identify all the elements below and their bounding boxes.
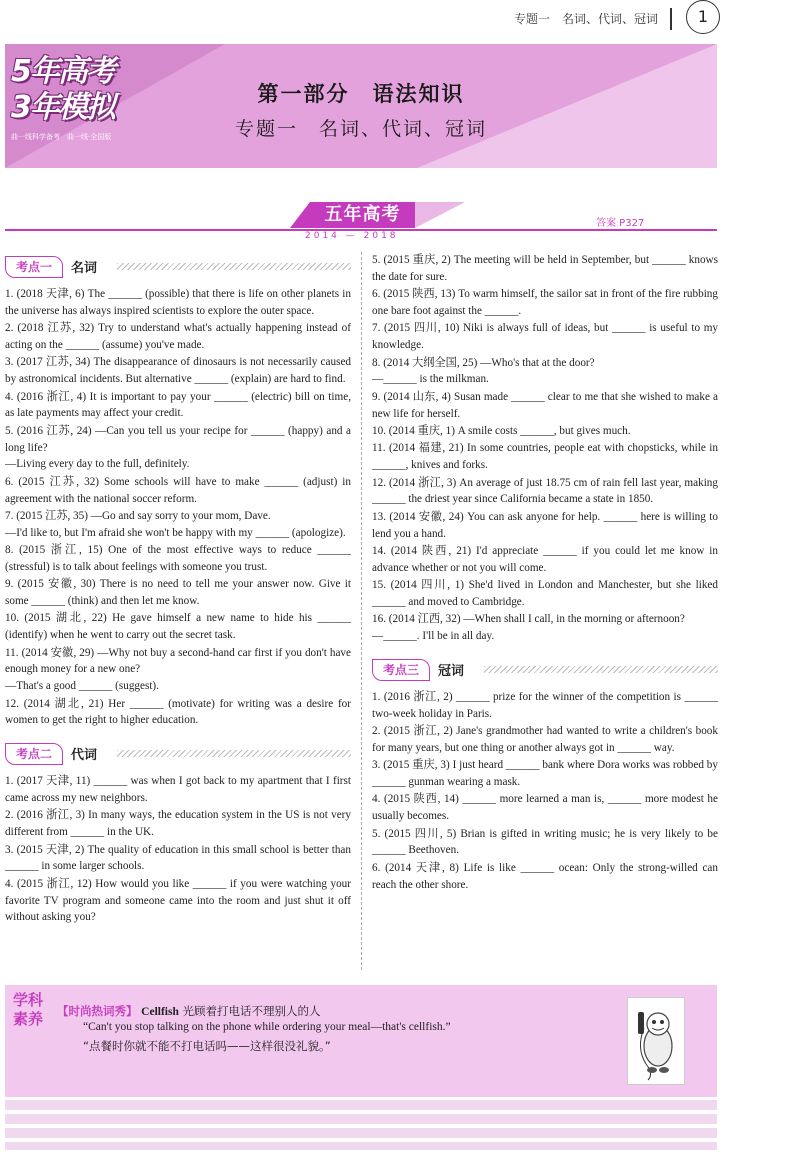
hot-word: Cellfish — [141, 1006, 179, 1018]
question: 16. (2014 江西, 32) —When shall I call, in the morning or afternoon? —______. I'll be in all day. — [372, 613, 685, 643]
left-column — [5, 252, 351, 927]
answer-reference: 答案 P327 — [596, 218, 645, 229]
question: 4. (2015 浙江, 12) How would you like ______ if you were watching your favorite TV program and someone came into the room and just shut it off without asking you? — [5, 877, 351, 924]
knowledge-point-header — [372, 659, 718, 681]
question: 1. (2016 浙江, 2) ______ prize for the winner of the competition is ______ two-week holiday in Paris. — [372, 690, 718, 720]
question: 4. (2016 浙江, 4) It is important to pay your ______ (electric) bill on time, as late payments may affect your credit. — [5, 390, 351, 420]
header-divider — [670, 8, 672, 30]
section-years: 2014 — 2018 — [305, 231, 399, 241]
question: 15. (2014 四川, 1) She'd lived in London and Manchester, but she liked ______ and moved to Cambridge. — [372, 579, 718, 608]
question: 6. (2015 陕西, 13) To warm himself, the sailor sat in front of the fire rubbing one bare foot against the ______. — [372, 288, 718, 317]
question: 2. (2015 浙江, 2) Jane's grandmother had wanted to write a children's book for many years, but one thing or another always got in ______ way. — [372, 725, 718, 754]
question-list — [5, 773, 351, 926]
question: 11. (2014 福建, 21) In some countries, people eat with chopsticks, while in ______, knives and forks. — [372, 442, 718, 472]
hot-word-heading — [57, 1003, 321, 1019]
footer-stripes — [5, 1100, 717, 1150]
question: 14. (2014 陕西, 21) I'd appreciate ______ if you could let me know in advance whether or not you will come. — [372, 544, 718, 574]
question: 2. (2018 江苏, 32) Try to understand what's actually happening instead of acting on the ______ (assume) you've made. — [5, 322, 351, 351]
hot-word-example-zh: “点餐时你就不能不打电话吗——这样很没礼貌。” — [83, 1039, 331, 1053]
question: 5. (2015 四川, 5) Brian is gifted in writing music; he is very likely to be ______ Beethoven. — [372, 827, 718, 857]
knowledge-point-name: 冠词 — [438, 663, 465, 679]
logo-line-2: 3年模拟 — [11, 90, 114, 125]
part-title: 第一部分 语法知识 — [257, 82, 465, 106]
question: 6. (2014 天津, 8) Life is like ______ ocean: Only the strong-willed can reach the other shore. — [372, 861, 718, 891]
knowledge-point-badge: 考点二 — [5, 743, 63, 765]
logo-subtitle: 曲一线科学备考 曲一线·全国版 — [11, 133, 112, 141]
question: 12. (2014 湖北, 21) Her ______ (motivate) for writing was a desire for women to get the right to higher education. — [5, 697, 351, 727]
chapter-banner — [5, 44, 717, 168]
question: 2. (2016 浙江, 3) In many ways, the education system in the US is not very different from ______ in the UK. — [5, 809, 351, 839]
question: 3. (2015 重庆, 3) I just heard ______ bank where Dora works was robbed by ______ gunman wearing a mask. — [372, 759, 718, 789]
question: 3. (2017 江苏, 34) The disappearance of dinosaurs is not necessarily caused by astronomical incidents. But alternative ______ (explain) are hard to find. — [5, 356, 351, 386]
phone-character-icon — [628, 998, 684, 1084]
question-list — [372, 689, 718, 894]
page-header — [0, 0, 790, 38]
question: 4. (2015 陕西, 14) ______ more learned a man is, ______ more modest he usually becomes. — [372, 793, 718, 823]
knowledge-point-name: 名词 — [71, 261, 98, 276]
topic-title: 专题一 名词、代词、冠词 — [234, 118, 487, 140]
right-column — [372, 252, 718, 894]
question-list — [5, 286, 351, 729]
cartoon-illustration — [627, 997, 685, 1085]
header-hatch — [117, 263, 351, 270]
question: 1. (2017 天津, 11) ______ was when I got back to my apartment that I first came across my new neighbors. — [5, 775, 351, 805]
knowledge-point-name: 代词 — [71, 748, 98, 764]
knowledge-point-header — [5, 743, 351, 765]
hot-word-tag: 【时尚热词秀】 — [57, 1004, 138, 1018]
logo-line-1: 5年高考 — [11, 54, 114, 89]
question: 1. (2018 天津, 6) The ______ (possible) that there is life on other planets in the universe has always inspired scientists to explore the outer space. — [5, 288, 351, 317]
side-label: 学科素养 — [13, 991, 44, 1028]
header-hatch — [117, 750, 351, 757]
question: 5. (2016 江苏, 24) —Can you tell us your recipe for ______ (happy) and a long life? —Living every day to the full, definitely. — [5, 424, 351, 471]
question: 8. (2014 大纲全国, 25) —Who's that at the door? —______ is the milkman. — [372, 356, 595, 386]
question: 12. (2014 浙江, 3) An average of just 18.75 cm of rain fell last year, making ______ the driest year since California became a state in 1850. — [372, 476, 718, 506]
section-title: 五年高考 — [310, 202, 415, 228]
question: 9. (2014 山东, 4) Susan made ______ clear to me that she wished to make a new life for herself. — [372, 390, 718, 420]
section-decoration — [290, 202, 310, 228]
question: 10. (2014 重庆, 1) A smile costs ______, but gives much. — [372, 424, 631, 437]
knowledge-point-badge: 考点三 — [372, 659, 430, 681]
hot-word-box — [5, 985, 717, 1097]
page-number: 1 — [686, 0, 720, 34]
knowledge-point-header — [5, 256, 351, 278]
knowledge-point-badge: 考点一 — [5, 256, 63, 278]
question: 10. (2015 湖北, 22) He gave himself a new name to hide his ______ (identify) when he went to carry out the secret task. — [5, 612, 351, 642]
header-hatch — [484, 666, 718, 673]
column-divider — [361, 252, 362, 970]
question: 7. (2015 江苏, 35) —Go and say sorry to your mom, Dave. —I'd like to, but I'm afraid she won't be happy with my ______ (apologize). — [5, 509, 346, 539]
question: 9. (2015 安徽, 30) There is no need to tell me your answer now. Give it some ______ (think) and then let me know. — [5, 578, 351, 608]
question: 13. (2014 安徽, 24) You can ask anyone for help. ______ here is willing to lend you a hand. — [372, 510, 718, 540]
question: 7. (2015 四川, 10) Niki is always full of ideas, but ______ is useful to my knowledge. — [372, 322, 718, 352]
question: 6. (2015 江苏, 32) Some schools will have to make ______ (adjust) in agreement with the national soccer reform. — [5, 475, 351, 505]
question: 8. (2015 浙江, 15) One of the most effective ways to reduce ______ (stressful) is to talk about feelings with someone you trust. — [5, 544, 351, 573]
topic-breadcrumb: 专题一 名词、代词、冠词 — [513, 12, 658, 26]
hot-word-meaning: 光顾着打电话不理别人的人 — [182, 1004, 321, 1018]
question: 11. (2014 安徽, 29) —Why not buy a second-hand car first if you don't have enough money for a new one? —That's a good ______ (suggest). — [5, 646, 351, 693]
hot-word-example-en: “Can't you stop talking on the phone while ordering your meal—that's cellfish.” — [83, 1021, 451, 1033]
question: 5. (2015 重庆, 2) The meeting will be held in September, but ______ knows the date for sure. — [372, 254, 718, 283]
question: 3. (2015 天津, 2) The quality of education in this small school is better than ______ in some larger schools. — [5, 843, 351, 873]
question-list — [372, 252, 718, 645]
section-decoration — [415, 202, 465, 228]
